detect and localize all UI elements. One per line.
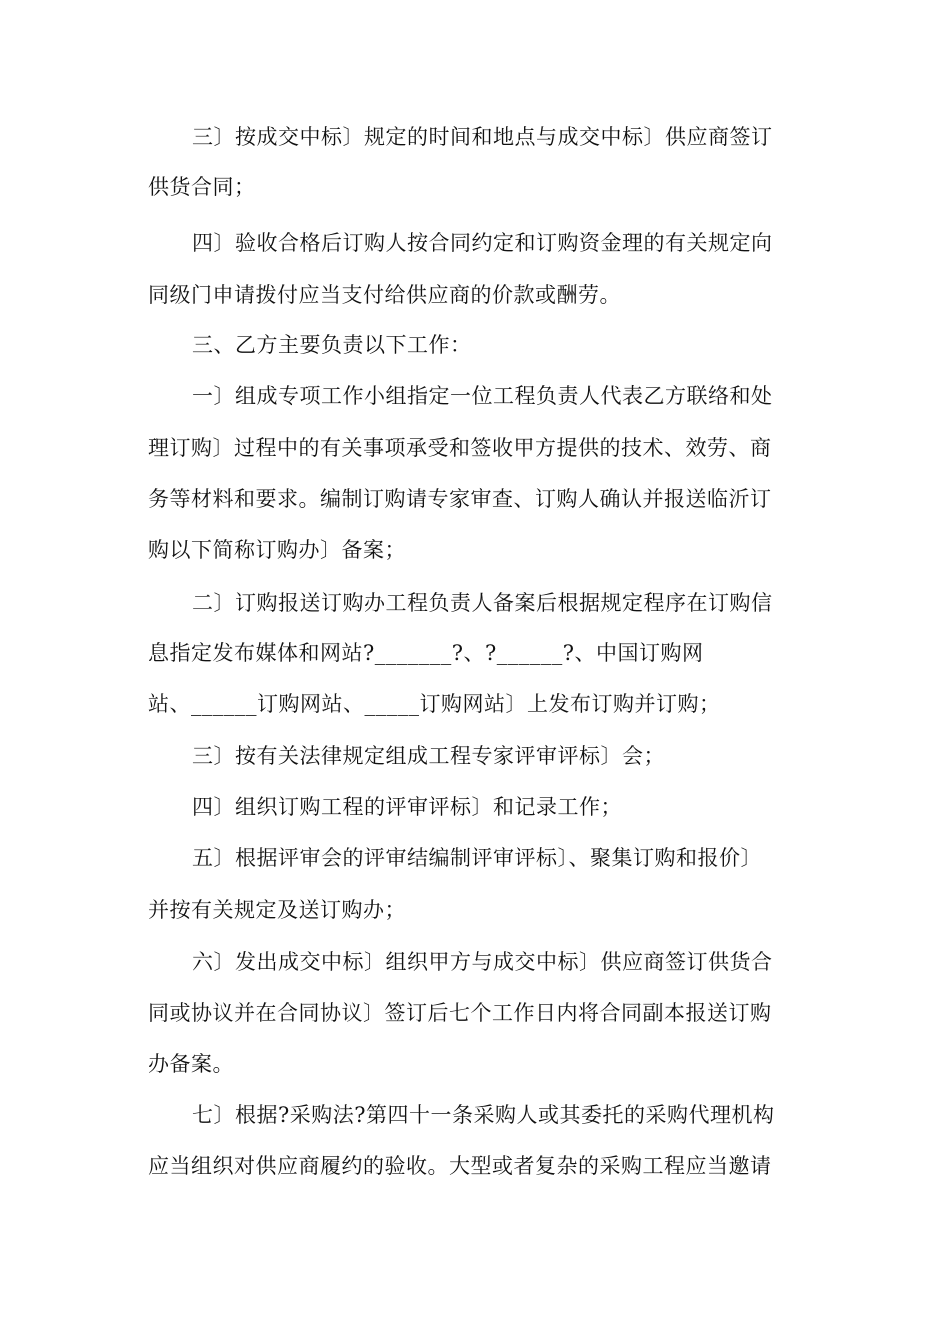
text-line-4: 同级门申请拨付应当支付给供应商的价款或酬劳。 — [148, 283, 621, 307]
text-line-18: 同或协议并在合同协议〕签订后七个工作日内将合同副本报送订购 — [148, 1001, 772, 1025]
text-line-8: 务等材料和要求。编制订购请专家审查、订购人确认并报送临沂订 — [148, 487, 772, 511]
text-line-11: 息指定发布媒体和网站?_______?、?______?、中国订购网 — [148, 641, 704, 665]
text-line-2: 供货合同； — [148, 175, 256, 199]
text-line-21: 应当组织对供应商履约的验收。大型或者复杂的采购工程应当邀请 — [148, 1154, 772, 1178]
text-line-9: 购以下简称订购办〕备案； — [148, 538, 406, 562]
text-line-20: 七〕根据?采购法?第四十一条采购人或其委托的采购代理机构 — [192, 1103, 775, 1127]
text-line-17: 六〕发出成交中标〕组织甲方与成交中标〕供应商签订供货合 — [192, 950, 773, 974]
text-line-5: 三、乙方主要负责以下工作： — [192, 333, 472, 357]
text-line-19: 办备案。 — [148, 1052, 234, 1076]
text-line-14: 四〕组织订购工程的评审评标〕和记录工作； — [192, 795, 622, 819]
text-line-13: 三〕按有关法律规定组成工程专家评审评标〕会； — [192, 744, 665, 768]
text-line-7: 理订购〕过程中的有关事项承受和签收甲方提供的技术、效劳、商 — [148, 436, 772, 460]
text-line-3: 四〕验收合格后订购人按合同约定和订购资金理的有关规定向 — [192, 231, 773, 255]
text-line-1: 三〕按成交中标〕规定的时间和地点与成交中标〕供应商签订 — [192, 125, 773, 149]
text-line-12: 站、______订购网站、_____订购网站〕上发布订购并订购； — [148, 692, 721, 716]
text-line-16: 并按有关规定及送订购办； — [148, 898, 406, 922]
text-line-10: 二〕订购报送订购办工程负责人备案后根据规定程序在订购信 — [192, 591, 773, 615]
text-line-6: 一〕组成专项工作小组指定一位工程负责人代表乙方联络和处 — [192, 384, 773, 408]
text-line-15: 五〕根据评审会的评审结编制评审评标〕、聚集订购和报价〕 — [192, 846, 762, 870]
